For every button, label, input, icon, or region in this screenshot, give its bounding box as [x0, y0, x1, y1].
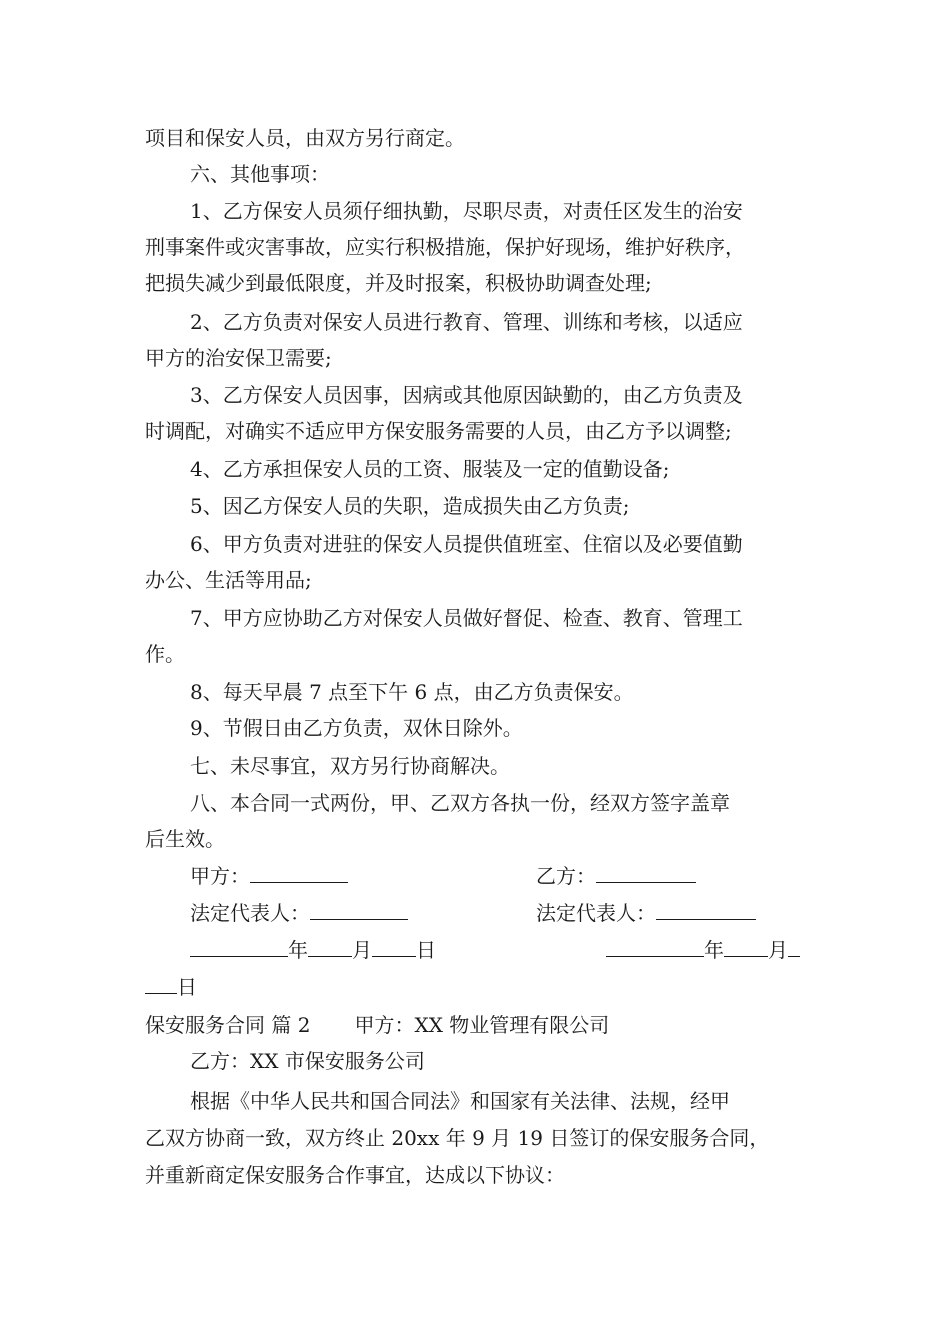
date-a	[190, 938, 436, 962]
text-line: 项目和保安人员，由双方另行商定。	[145, 126, 465, 150]
rep-a-signature	[190, 901, 408, 925]
section2-intro-line: 乙双方协商一致，双方终止 20xx 年 9 月 19 日签订的保安服务合同，	[145, 1126, 770, 1150]
text-line: 8、每天早晨 7 点至下午 6 点，由乙方负责保安。	[190, 680, 634, 704]
rep-b-label: 法定代表人：	[536, 901, 656, 925]
date-b-month-blank[interactable]	[724, 938, 768, 957]
date-a-month-blank[interactable]	[308, 938, 352, 957]
text-line: 作。	[145, 642, 185, 666]
text-line: 7、甲方应协助乙方对保安人员做好督促、检查、教育、管理工	[190, 606, 743, 630]
party-a-blank[interactable]	[250, 864, 348, 883]
text-line: 5、因乙方保安人员的失职，造成损失由乙方负责;	[190, 494, 630, 518]
date-b-day-label: 日	[177, 975, 197, 999]
text-line: 9、节假日由乙方负责，双休日除外。	[190, 716, 523, 740]
date-b-day-blank-part1[interactable]	[788, 938, 800, 957]
date-a-day-label: 日	[416, 938, 436, 962]
party-b-label: 乙方：	[536, 864, 596, 888]
rep-a-label: 法定代表人：	[190, 901, 310, 925]
date-b-year-label: 年	[704, 938, 724, 962]
text-line: 时调配，对确实不适应甲方保安服务需要的人员，由乙方予以调整;	[145, 419, 732, 443]
date-b-year-blank[interactable]	[606, 938, 704, 957]
text-line: 3、乙方保安人员因事，因病或其他原因缺勤的，由乙方负责及	[190, 383, 743, 407]
text-line: 2、乙方负责对保安人员进行教育、管理、训练和考核，以适应	[190, 310, 743, 334]
section2-intro-line: 根据《中华人民共和国合同法》和国家有关法律、法规，经甲	[190, 1089, 730, 1113]
date-b-day-blank-part2[interactable]	[145, 975, 177, 994]
rep-b-blank[interactable]	[656, 901, 756, 920]
section-heading-six: 六、其他事项：	[190, 162, 330, 186]
date-a-month-label: 月	[352, 938, 372, 962]
text-line: 1、乙方保安人员须仔细执勤，尽职尽责，对责任区发生的治安	[190, 199, 743, 223]
section-heading-seven: 七、未尽事宜，双方另行协商解决。	[190, 754, 510, 778]
text-line: 甲方的治安保卫需要;	[145, 346, 332, 370]
date-b-month-label: 月	[768, 938, 788, 962]
rep-b-signature	[536, 901, 756, 925]
rep-a-blank[interactable]	[310, 901, 408, 920]
contract-heading-2	[145, 1013, 609, 1037]
date-a-day-blank[interactable]	[372, 938, 416, 957]
section2-intro-line: 并重新商定保安服务合作事宜，达成以下协议：	[145, 1163, 565, 1187]
text-line: 后生效。	[145, 827, 225, 851]
date-a-year-blank[interactable]	[190, 938, 288, 957]
party-a-label: 甲方：	[190, 864, 250, 888]
text-line: 办公、生活等用品;	[145, 568, 312, 592]
text-line: 6、甲方负责对进驻的保安人员提供值班室、住宿以及必要值勤	[190, 532, 743, 556]
text-line: 刑事案件或灾害事故，应实行积极措施，保护好现场，维护好秩序，	[145, 235, 745, 259]
section2-party-a: 甲方：XX 物业管理有限公司	[354, 1013, 610, 1037]
section2-party-b: 乙方：XX 市保安服务公司	[190, 1049, 425, 1073]
date-b	[606, 938, 800, 962]
section2-heading: 保安服务合同 篇 2	[145, 1013, 311, 1037]
date-b-continued	[145, 975, 197, 999]
party-b-blank[interactable]	[596, 864, 696, 883]
date-a-year-label: 年	[288, 938, 308, 962]
text-line: 把损失减少到最低限度，并及时报案，积极协助调查处理;	[145, 271, 652, 295]
party-b-signature	[536, 864, 696, 888]
section-heading-eight: 八、本合同一式两份，甲、乙双方各执一份，经双方签字盖章	[190, 791, 730, 815]
party-a-signature	[190, 864, 348, 888]
text-line: 4、乙方承担保安人员的工资、服装及一定的值勤设备;	[190, 457, 670, 481]
